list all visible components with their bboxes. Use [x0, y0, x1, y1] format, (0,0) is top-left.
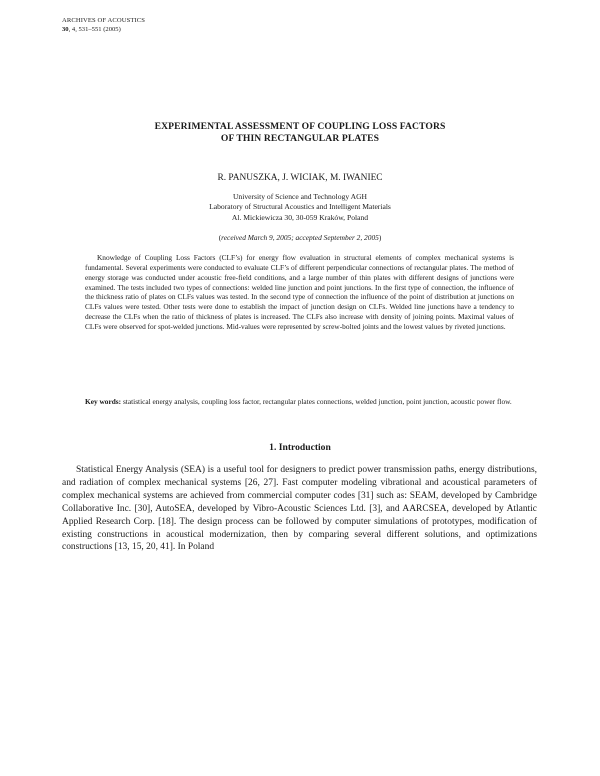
journal-name: ARCHIVES OF ACOUSTICS — [62, 17, 146, 24]
affiliation-line-3: Al. Mickiewicza 30, 30-059 Kraków, Poland — [231, 212, 369, 222]
volume-issue — [62, 25, 145, 34]
affiliation-line-1: University of Science and Technology AGH — [232, 192, 368, 201]
received-open-paren: ( — [218, 233, 222, 242]
keywords-label: Key words: — [85, 397, 122, 406]
keywords-text: statistical energy analysis, coupling loss factor, rectangular plates connections, welded junction, point junction, acoustic power flow. — [122, 397, 512, 406]
title-line-1: EXPERIMENTAL ASSESSMENT OF COUPLING LOSS FACTORS — [154, 121, 446, 132]
abstract: Knowledge of Coupling Loss Factors (CLF’s) for energy flow evaluation in structural elements of complex mechanical systems is fundamental. Several experiments were conducted to evaluate CLF’s of different perpendicular connections of rectangular plates. The method of energy storage was conducted under acoustic free-field conditions, and a large number of thin plates with different designs of junctions were examined. The tests included two types of connections: welded line junction and point junctions. In the first type of connection, the influence of the thickness ratio of plates on CLFs values was tested. In the second type of connection the influence of the point of distribution at junctions on CLFs values were tested. Other tests were done to establish the impact of junction design on CLFs. Welded line junctions have a tendency to decrease the CLFs when the ratio of thickness of plates is increased. The CLFs also increase with density of joining points. Maximal values of CLFs were observed for spot-welded junctions. Mid-values were represented by screw-bolted joints and the lowest values by riveted junctions. — [85, 253, 514, 331]
affiliation — [60, 192, 540, 223]
authors: R. PANUSZKA, J. WICIAK, M. IWANIEC — [217, 173, 383, 183]
title-line-2: OF THIN RECTANGULAR PLATES — [220, 133, 380, 144]
paper-title — [60, 121, 540, 145]
received-text: received March 9, 2005; accepted September 2, 2005 — [221, 233, 379, 242]
volume-number: 30 — [62, 26, 69, 33]
issue-pages: , 4, 531–551 (2005) — [68, 26, 121, 33]
running-head — [62, 16, 145, 34]
keywords — [85, 397, 514, 407]
introduction-paragraph: Statistical Energy Analysis (SEA) is a useful tool for designers to predict power transmission paths, energy distributions, and radiation of complex mechanical systems [26, 27]. Fast computer modeling vibrational and acoustical parameters of complex mechanical systems are achieved from commercial computer codes [31] such as: SEAM, developed by Cambridge Collaborative Inc. [30], AutoSEA, developed by Vibro-Acoustic Sciences Ltd. [3], and AARCSEA, developed by Atlantic Applied Research Corp. [18]. The design process can be followed by computer simulations of prototypes, modification of existing constructions in acoustical modernization, then by comparing several different solutions, and optimizations constructions [13, 15, 20, 41]. In Poland — [62, 465, 537, 553]
affiliation-line-2: Laboratory of Structural Acoustics and Intelligent Materials — [209, 202, 391, 212]
section-heading-introduction: 1. Introduction — [269, 442, 331, 453]
received-dates — [60, 233, 540, 243]
received-close-paren: ) — [378, 233, 382, 242]
